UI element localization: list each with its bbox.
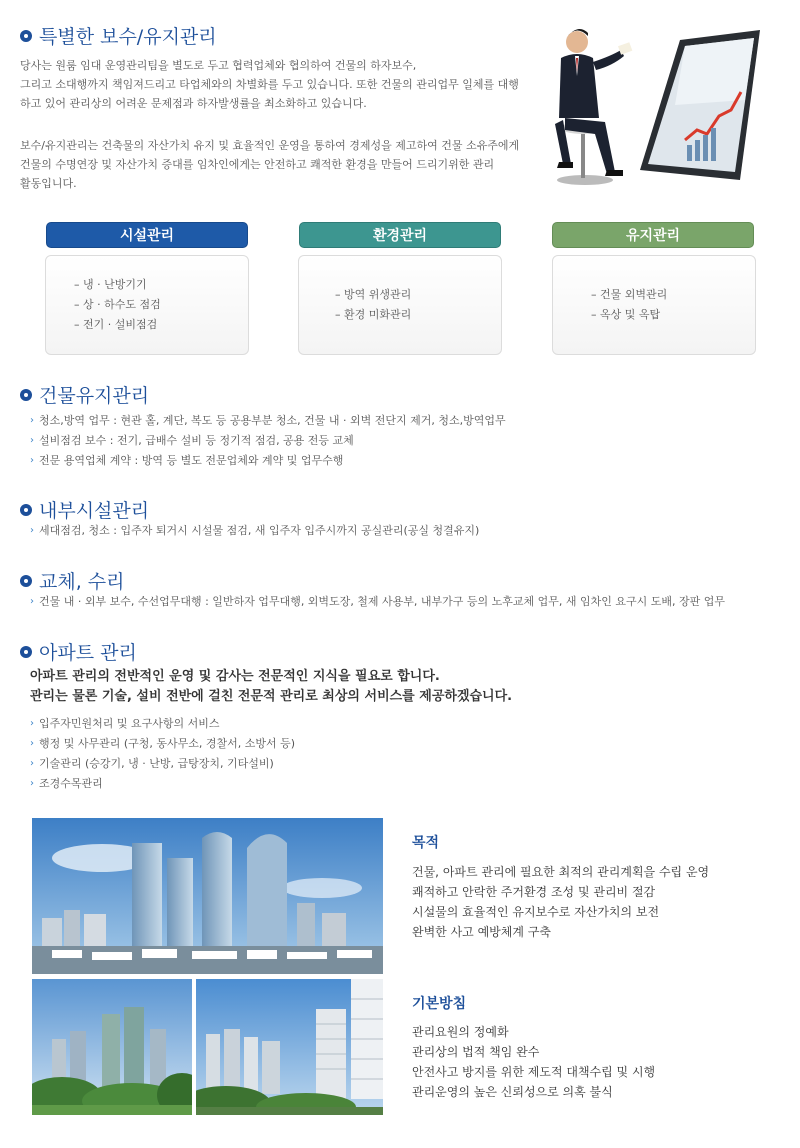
box-title-environment: 환경관리 — [299, 222, 501, 248]
list-item: › 청소,방역 업무 : 현관 홀, 계단, 복도 등 공용부분 청소, 건물 내 · 외벽 전단지 제거, 청소,방역업무 — [30, 411, 506, 431]
replacement-repair-list — [30, 592, 725, 612]
list-item: › 입주자민원처리 및 요구사항의 서비스 — [30, 714, 295, 734]
list-item: 건물, 아파트 관리에 필요한 최적의 관리계획을 수립 운영 — [412, 865, 710, 879]
circle-bullet-icon — [20, 504, 32, 516]
circle-bullet-icon — [20, 30, 32, 42]
tablet-image — [640, 30, 760, 180]
circle-bullet-icon — [20, 575, 32, 587]
chevron-right-icon: › — [30, 718, 34, 729]
apartment-tower-photo — [196, 979, 383, 1115]
purpose-title: 목적 — [412, 835, 440, 851]
paragraph-line: 보수/유지관리는 건축물의 자산가치 유지 및 효율적인 운영을 통하여 경제성을 제고하여 건물 소유주에게 — [20, 139, 520, 152]
chevron-right-icon: › — [30, 758, 34, 769]
paragraph-line: 건물의 수명연장 및 자산가치 증대를 임차인에게는 안전하고 쾌적한 환경을 만들어 드리기위한 관리 — [20, 158, 495, 171]
box-item: – 방역 위생관리 — [335, 288, 412, 301]
list-item: › 설비점검 보수 : 전기, 급배수 설비 등 정기적 점검, 공용 전등 교체 — [30, 431, 506, 451]
paragraph-line: 하고 있어 관리상의 어려운 문제점과 하자발생률을 최소화하고 있습니다. — [20, 97, 367, 110]
purpose-list — [412, 862, 709, 942]
chevron-right-icon: › — [30, 596, 34, 607]
list-item: 관리요원의 정예화 — [412, 1025, 509, 1039]
section-title-text: 내부시설관리 — [39, 500, 150, 522]
list-item: 관리상의 법적 책임 완수 — [412, 1045, 540, 1059]
paragraph-line: 그리고 소대행까지 책임져드리고 타업체와의 차별화를 두고 있습니다. 또한 건물의 관리업무 일체를 대행 — [20, 78, 519, 91]
box-item: – 냉 · 난방기기 — [74, 278, 147, 291]
businessman-image — [555, 29, 632, 185]
businessman-tablet-illustration — [535, 20, 770, 195]
apartment-management-list — [30, 714, 295, 794]
chevron-right-icon: › — [30, 525, 34, 536]
section-title-text: 건물유지관리 — [39, 385, 150, 407]
chevron-right-icon: › — [30, 435, 34, 446]
building-maintenance-list — [30, 411, 506, 471]
circle-bullet-icon — [20, 389, 32, 401]
section-title-text: 특별한 보수/유지관리 — [39, 26, 217, 48]
intro-paragraph-2 — [20, 136, 520, 193]
chevron-right-icon: › — [30, 778, 34, 789]
box-environment — [298, 255, 502, 355]
paragraph-line: 당사는 원룸 임대 운영관리팀을 별도로 두고 협력업체와 협의하여 건물의 하자보수, — [20, 59, 417, 72]
intro-paragraph-1 — [20, 56, 520, 113]
box-item: – 전기 · 설비점검 — [74, 318, 158, 331]
section-title-interior-facility — [20, 496, 149, 523]
box-item: – 환경 미화관리 — [335, 308, 412, 321]
box-title-facility: 시설관리 — [46, 222, 248, 248]
policy-title: 기본방침 — [412, 996, 467, 1012]
policy-list — [412, 1022, 655, 1102]
lead-line: 아파트 관리의 전반적인 운영 및 감사는 전문적인 지식을 필요로 합니다. — [30, 669, 440, 684]
list-item: › 전문 용역업체 계약 : 방역 등 별도 전문업체와 계약 및 업무수행 — [30, 451, 506, 471]
section-title-apartment-management — [20, 638, 137, 665]
lead-line: 관리는 물론 기술, 설비 전반에 걸친 전문적 관리로 최상의 서비스를 제공하겠습니다. — [30, 689, 513, 704]
section-title-building-maintenance — [20, 381, 149, 408]
list-item: 안전사고 방지를 위한 제도적 대책수립 및 시행 — [412, 1065, 656, 1079]
section-title-replacement-repair — [20, 567, 125, 594]
apartment-park-photo — [32, 979, 192, 1115]
list-item: 관리운영의 높은 신뢰성으로 의혹 불식 — [412, 1085, 613, 1099]
box-item: – 옥상 및 옥탑 — [591, 308, 661, 321]
interior-facility-list — [30, 521, 479, 541]
box-item: – 상 · 하수도 점검 — [74, 298, 161, 311]
list-item: › 건물 내 · 외부 보수, 수선업무대행 : 일반하자 업무대행, 외벽도장, 철제 사용부, 내부가구 등의 노후교체 업무, 새 임차인 요구시 도배, 장판 업무 — [30, 592, 725, 612]
circle-bullet-icon — [20, 646, 32, 658]
list-item: › 행정 및 사무관리 (구청, 동사무소, 경찰서, 소방서 등) — [30, 734, 295, 754]
list-item: 쾌적하고 안락한 주거환경 조성 및 관리비 절감 — [412, 885, 656, 899]
box-item: – 건물 외벽관리 — [591, 288, 668, 301]
section-title-text: 아파트 관리 — [39, 642, 137, 664]
section-title-text: 교체, 수리 — [39, 571, 125, 593]
box-facility — [45, 255, 249, 355]
list-item: 완벽한 사고 예방체계 구축 — [412, 925, 551, 939]
paragraph-line: 활동입니다. — [20, 177, 77, 190]
list-item: › 세대점검, 청소 : 입주자 퇴거시 시설물 점검, 새 입주자 입주시까지 공실관리(공실 청결유지) — [30, 521, 479, 541]
chevron-right-icon: › — [30, 738, 34, 749]
box-title-maintenance: 유지관리 — [552, 222, 754, 248]
box-maintenance — [552, 255, 756, 355]
list-item: 시설물의 효율적인 유지보수로 자산가치의 보전 — [412, 905, 660, 919]
chevron-right-icon: › — [30, 455, 34, 466]
marina-skyline-photo — [32, 818, 383, 974]
chevron-right-icon: › — [30, 415, 34, 426]
section-title-special-maintenance — [20, 22, 217, 49]
list-item: › 조경수목관리 — [30, 774, 295, 794]
apartment-lead-text — [30, 667, 512, 707]
list-item: › 기술관리 (승강기, 냉 · 난방, 급탕장치, 기타설비) — [30, 754, 295, 774]
